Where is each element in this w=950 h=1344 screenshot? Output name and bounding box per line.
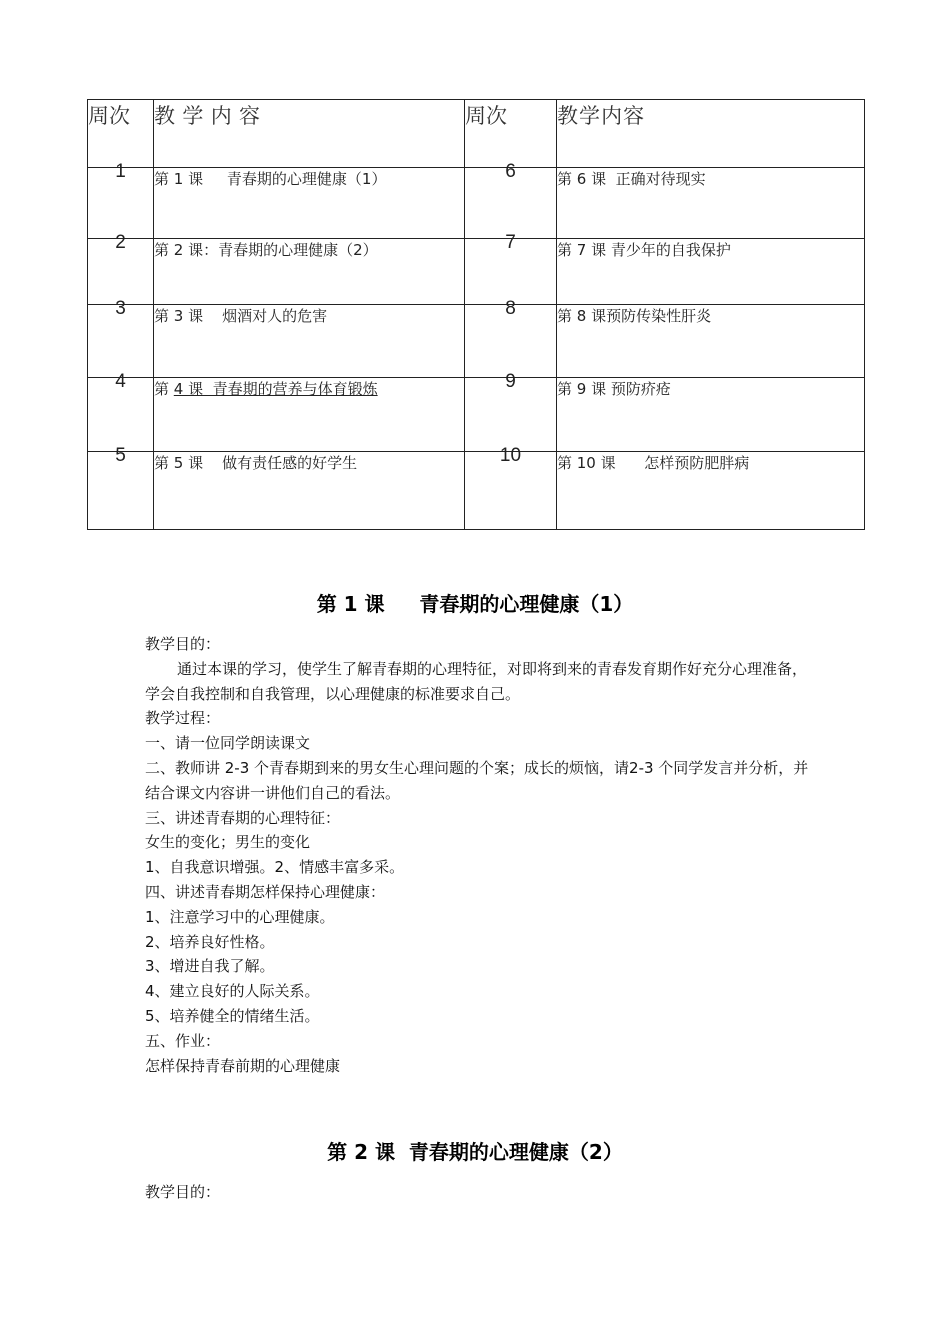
table-row [88, 305, 865, 378]
lesson-cell: 第 7 课 青少年的自我保护 [557, 239, 865, 305]
week-number: 8 [465, 305, 557, 378]
table-row [88, 168, 865, 239]
paragraph: 女生的变化；男生的变化 [145, 833, 311, 852]
paragraph: 怎样保持青春前期的心理健康 [145, 1056, 341, 1075]
paragraph: 五、作业： [145, 1031, 221, 1050]
paragraph: 三、讲述青春期的心理特征： [145, 808, 341, 827]
paragraph: 二、教师讲 2-3 个青春期到来的男女生心理问题的个案；成长的烦恼，请2-3 个同学发言并分析，并结合课文内容讲一讲他们自己的看法。 [145, 758, 809, 802]
lesson-cell: 第 6 课 正确对待现实 [557, 168, 865, 239]
paragraph: 5、培养健全的情绪生活。 [145, 1006, 320, 1025]
paragraph: 四、讲述青春期怎样保持心理健康： [145, 882, 386, 901]
week-number: 7 [465, 239, 557, 305]
paragraph: 通过本课的学习，使学生了解青春期的心理特征，对即将到来的青春发育期作好充分心理准备，学会自我控制和自我管理，以心理健康的标准要求自己。 [145, 659, 808, 703]
header-content-left: 教学内容 [154, 100, 465, 168]
lesson2-body [145, 1180, 815, 1205]
lesson1-title: 第 1 课 青春期的心理健康（1） [316, 592, 634, 616]
paragraph: 2、培养良好性格。 [145, 932, 275, 951]
schedule-table [87, 99, 865, 530]
paragraph: 1、自我意识增强。2、情感丰富多采。 [145, 858, 405, 877]
table-row [88, 239, 865, 305]
lesson-cell: 第 1 课 青春期的心理健康（1） [154, 168, 465, 239]
table-row [88, 378, 865, 452]
lesson-underlined-text: 4 课 青春期的营养与体育锻炼 [173, 380, 378, 398]
paragraph: 教学目的： [145, 635, 221, 653]
lesson1-body [145, 632, 815, 1078]
lesson-cell: 第 10 课 怎样预防肥胖病 [557, 452, 865, 530]
lesson-prefix: 第 [154, 380, 174, 398]
table-header-row [88, 100, 865, 168]
week-number: 3 [88, 305, 154, 378]
header-week-left: 周次 [88, 100, 154, 168]
paragraph: 3、增进自我了解。 [145, 957, 275, 976]
week-number: 1 [88, 168, 154, 239]
paragraph: 1、注意学习中的心理健康。 [145, 907, 335, 926]
lesson-cell: 第 9 课 预防疥疮 [557, 378, 865, 452]
week-number: 10 [465, 452, 557, 530]
paragraph: 教学过程： [145, 709, 221, 728]
week-number: 2 [88, 239, 154, 305]
lesson-cell: 第 8 课预防传染性肝炎 [557, 305, 865, 378]
header-week-right: 周次 [465, 100, 557, 168]
lesson-cell: 第 3 课 烟酒对人的危害 [154, 305, 465, 378]
week-number: 5 [88, 452, 154, 530]
week-number: 6 [465, 168, 557, 239]
lesson-cell [154, 378, 465, 452]
paragraph: 教学目的： [145, 1183, 221, 1201]
lesson-cell: 第 5 课 做有责任感的好学生 [154, 452, 465, 530]
header-content-right: 教学内容 [557, 100, 865, 168]
lesson2-title: 第 2 课 青春期的心理健康（2） [327, 1140, 623, 1164]
table-row [88, 452, 865, 530]
paragraph: 一、请一位同学朗读课文 [145, 734, 311, 753]
paragraph: 4、建立良好的人际关系。 [145, 982, 320, 1001]
week-number: 4 [88, 378, 154, 452]
week-number: 9 [465, 378, 557, 452]
lesson-cell: 第 2 课：青春期的心理健康（2） [154, 239, 465, 305]
